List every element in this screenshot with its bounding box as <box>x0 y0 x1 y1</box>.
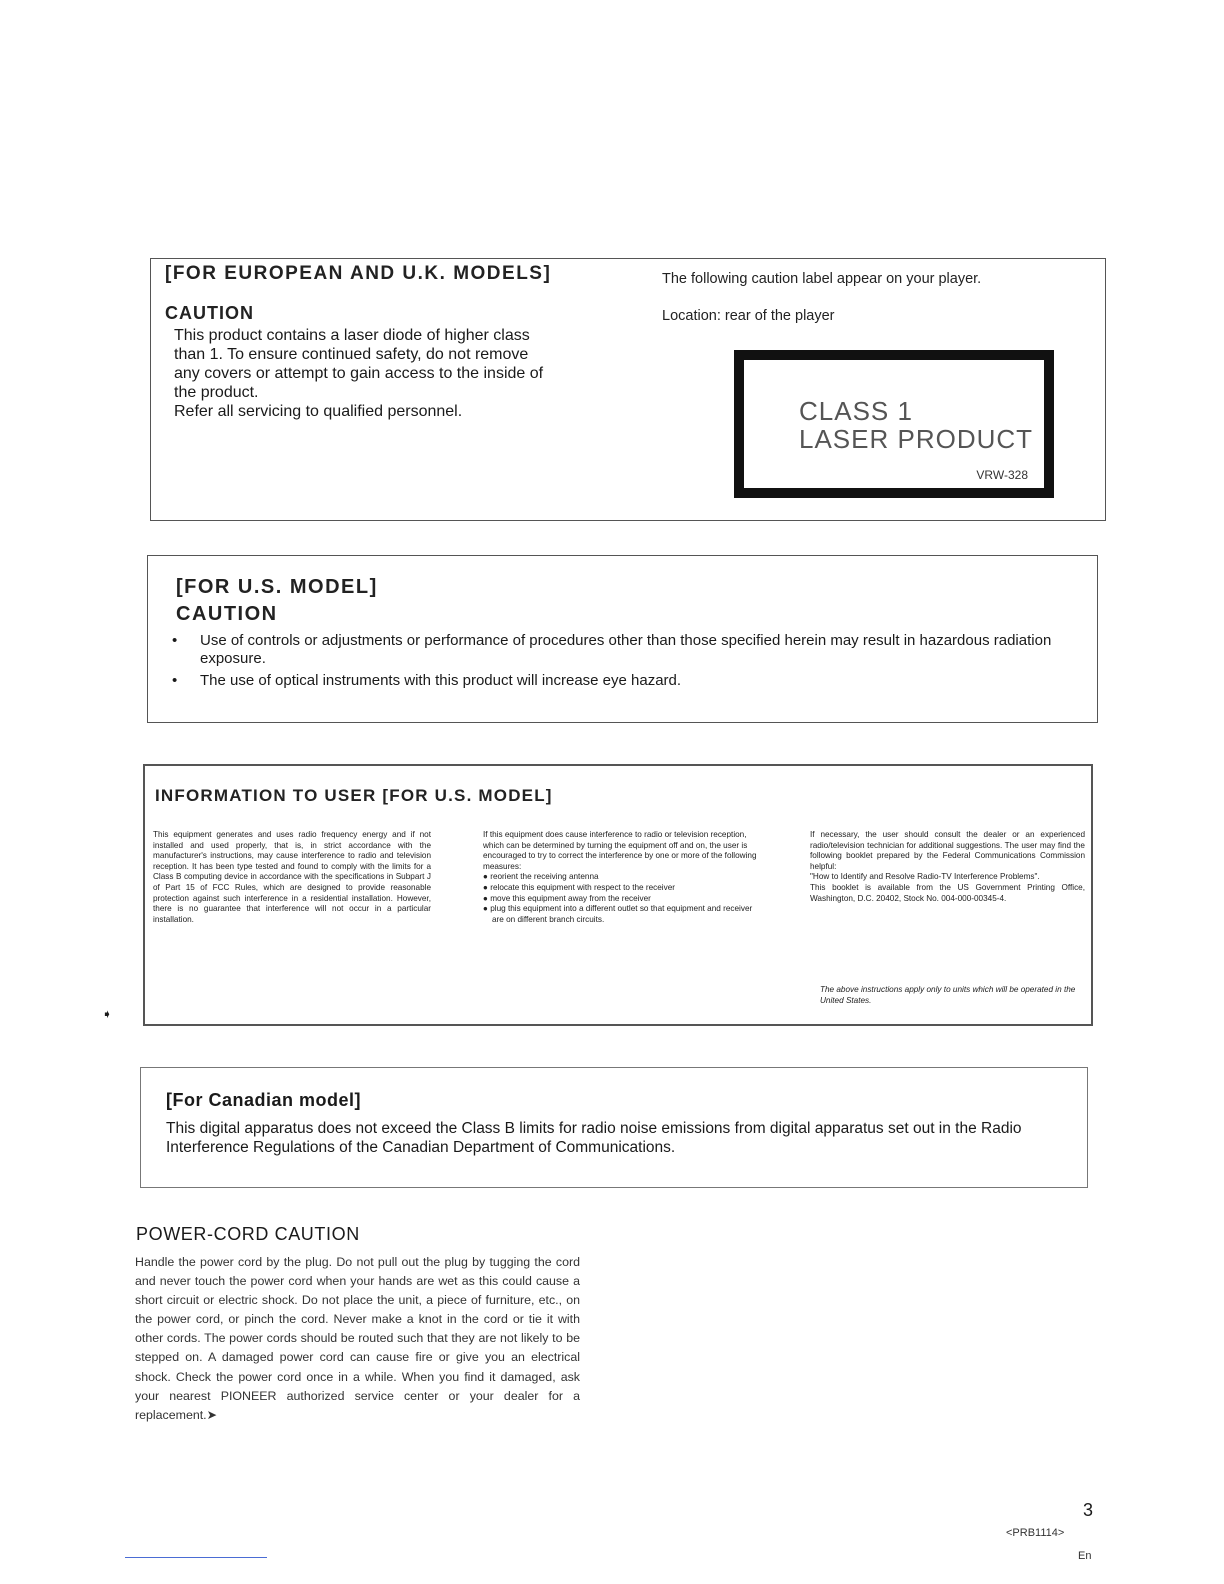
info-measure-item: ● reorient the receiving antenna <box>483 872 599 882</box>
information-to-user-title: INFORMATION TO USER [FOR U.S. MODEL] <box>155 786 553 805</box>
european-caution-line: than 1. To ensure continued safety, do not remove <box>174 346 529 363</box>
european-caution-heading: CAUTION <box>165 303 254 323</box>
document-code: <PRB1114> <box>1006 1527 1065 1539</box>
list-item <box>172 632 1082 668</box>
us-model-title: [FOR U.S. MODEL] <box>176 576 378 598</box>
bullet-icon: • <box>172 632 178 649</box>
page-number: 3 <box>1083 1500 1094 1520</box>
european-models-title: [FOR EUROPEAN AND U.K. MODELS] <box>165 263 552 284</box>
power-cord-paragraph: Handle the power cord by the plug. Do not pull out the plug by tugging the cord and never touch the power cord when your hands are wet as this could cause a short circuit or electric shock. Do not place the unit, a piece of furniture, etc., on the power cord, or pinch the cord. Never make a knot in the cord or tie it with other cords. The power cords should be routed such that they are not likely to be stepped on. A damaged power cord can cause fire or give you an electrical shock. Check the power cord once in a while. When you find it damaged, ask your nearest PIONEER authorized service center or your dealer for a replacement. <box>135 1255 580 1422</box>
info-column-2 <box>483 830 758 925</box>
info-measure-item: ● plug this equipment into a different outlet so that equipment and receiver are on different branch circuits. <box>483 904 753 924</box>
end-arrow-icon: ➤ <box>206 1407 218 1422</box>
us-caution-heading: CAUTION <box>176 603 278 625</box>
us-caution-list <box>172 632 1082 694</box>
info-paragraph: This booklet is available from the US Government Printing Office, Washington, D.C. 20402, Stock No. 004-000-00345-4. <box>810 882 1085 903</box>
info-paragraph: If necessary, the user should consult the dealer or an experienced radio/television technician for additional suggestions. The user may find the following booklet prepared by the Federal Communications Commission helpful: <box>810 830 1085 871</box>
list-item <box>172 672 1082 690</box>
language-code: En <box>1078 1550 1092 1562</box>
info-measure-item: ● move this equipment away from the receiver <box>483 893 651 903</box>
laser-label-class: CLASS 1 <box>799 396 913 426</box>
info-column-1 <box>153 830 431 925</box>
label-intro-text: The following caution label appear on your player. <box>662 271 982 287</box>
european-caution-text <box>174 326 614 421</box>
laser-label-code: VRW-328 <box>976 468 1028 482</box>
canadian-model-title: [For Canadian model] <box>166 1090 362 1110</box>
canadian-model-text: This digital apparatus does not exceed the Class B limits for radio noise emissions from digital apparatus set out in the Radio Interference Regulations of the Canadian Department of Communications. <box>166 1120 1022 1156</box>
label-location-text: Location: rear of the player <box>662 308 835 324</box>
info-paragraph: If this equipment does cause interference to radio or television reception, which can be determined by turning the equipment off and on, the user is encouraged to try to correct the interference by one or more of the following measures: <box>483 830 757 871</box>
power-cord-caution-title: POWER-CORD CAUTION <box>136 1224 360 1244</box>
us-caution-item-text: The use of optical instruments with this product will increase eye hazard. <box>200 672 682 689</box>
side-arrow-icon: ➧ <box>102 1007 113 1021</box>
european-caution-line: the product. <box>174 384 259 401</box>
european-caution-line: Refer all servicing to qualified personnel. <box>174 403 463 420</box>
info-booklet-title: "How to Identify and Resolve Radio-TV Interference Problems". <box>810 872 1040 882</box>
footer-rule <box>125 1557 267 1558</box>
power-cord-caution-text <box>135 1253 580 1425</box>
laser-label-inner <box>744 360 1044 488</box>
european-caution-line: any covers or attempt to gain access to the inside of <box>174 365 544 382</box>
info-us-only-note: The above instructions apply only to units which will be operated in the United States. <box>820 985 1076 1005</box>
info-measure-item: ● relocate this equipment with respect to the receiver <box>483 882 675 892</box>
us-caution-item-text: Use of controls or adjustments or performance of procedures other than those specified herein may result in hazardous radiation exposure. <box>200 632 1052 667</box>
bullet-icon: • <box>172 672 178 689</box>
european-caution-line: This product contains a laser diode of higher class <box>174 327 530 344</box>
info-paragraph: This equipment generates and uses radio frequency energy and if not installed and used properly, that is, in strict accordance with the manufacturer's instructions, may cause interference to radio and television reception. It has been type tested and found to comply with the limits for a Class B computing device in accordance with the specifications in Subpart J of Part 15 of FCC Rules, which are designed to provide reasonable protection against such interference in a residential installation. However, there is no guarantee that interference will not occur in a particular installation. <box>153 830 431 924</box>
laser-label-product: LASER PRODUCT <box>799 424 1034 454</box>
info-column-3 <box>810 830 1085 904</box>
laser-product-label <box>734 350 1054 498</box>
